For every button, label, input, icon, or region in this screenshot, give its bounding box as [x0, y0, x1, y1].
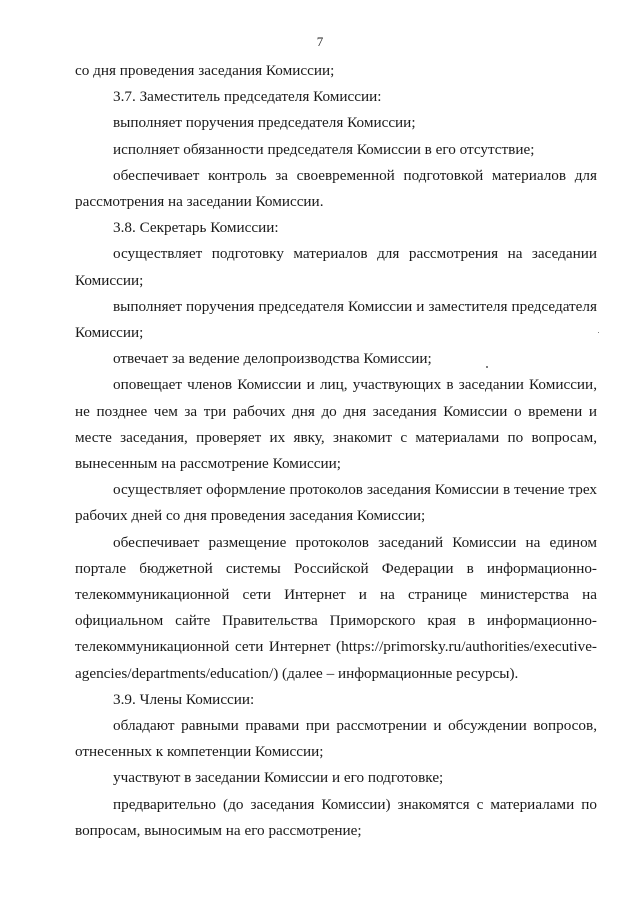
section-heading-3-9: 3.9. Члены Комиссии:	[113, 690, 255, 708]
section-heading-3-8: 3.8. Секретарь Комиссии:	[113, 219, 279, 237]
scan-speck	[486, 366, 488, 368]
paragraph: осуществляет оформление протоколов заседания Комиссии в течение трех рабочих дней со дня проведения заседания Комиссии;	[75, 481, 597, 525]
paragraph: осуществляет подготовку материалов для рассмотрения на заседании Комиссии;	[75, 245, 597, 289]
paragraph: отвечает за ведение делопроизводства Комиссии;	[113, 350, 432, 368]
paragraph: обеспечивает размещение протоколов заседаний Комиссии на едином портале бюджетной системы Российской Федерации в информационно-телекоммуникационной сети Интернет и на странице министерства на официальном сайте Правительства Приморского края в информационно-телекоммуникационной сети Интернет (https://primorsky.ru/authorities/executive-agencies/departments/education/) (далее – информационные ресурсы).	[75, 533, 597, 682]
paragraph: обладают равными правами при рассмотрении и обсуждении вопросов, отнесенных к компетенции Комиссии;	[75, 717, 597, 761]
paragraph: участвуют в заседании Комиссии и его подготовке;	[113, 769, 444, 787]
paragraph-continuation: со дня проведения заседания Комиссии;	[75, 62, 335, 79]
paragraph: исполняет обязанности председателя Комиссии в его отсутствие;	[113, 140, 535, 158]
page-number: 7	[316, 34, 324, 49]
paragraph: предварительно (до заседания Комиссии) знакомятся с материалами по вопросам, выносимым на его рассмотрение;	[75, 795, 597, 839]
paragraph: обеспечивает контроль за своевременной подготовкой материалов для рассмотрения на заседании Комиссии.	[75, 166, 597, 211]
document-body	[75, 58, 597, 844]
section-heading-3-7: 3.7. Заместитель председателя Комиссии:	[113, 88, 382, 106]
paragraph: выполняет поручения председателя Комиссии и заместителя председателя Комиссии;	[75, 297, 597, 342]
scan-speck	[598, 332, 599, 333]
paragraph: выполняет поручения председателя Комиссии;	[113, 114, 416, 132]
paragraph: оповещает членов Комиссии и лиц, участвующих в заседании Комиссии, не позднее чем за три рабочих дня до дня заседания Комиссии о времени и месте заседания, проверяет их явку, знакомит с материалами по вопросам, вынесенным на рассмотрение Комиссии;	[75, 376, 597, 473]
